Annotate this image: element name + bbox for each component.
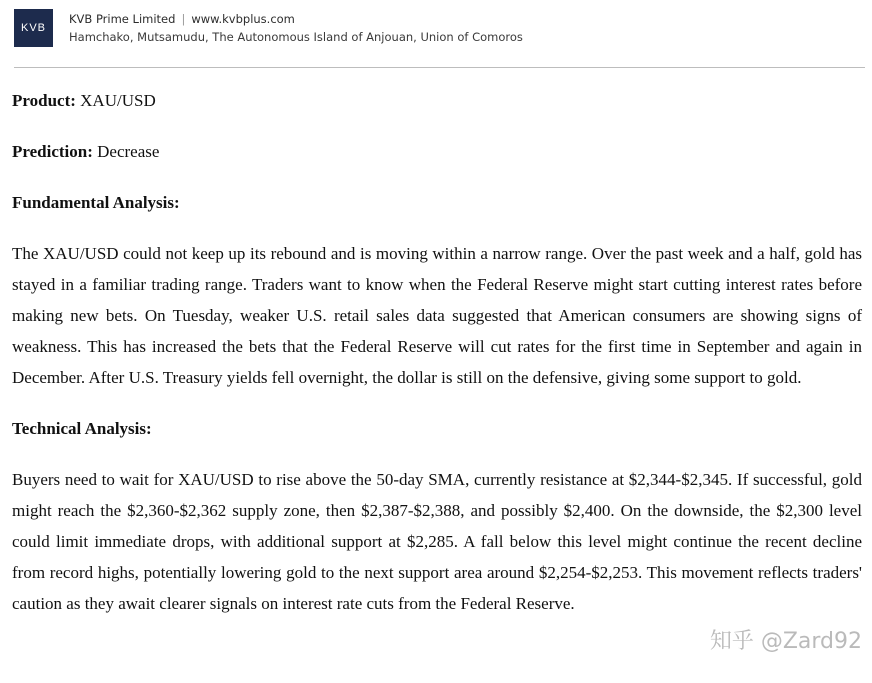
technical-heading (12, 413, 862, 444)
prediction-line (12, 136, 862, 167)
technical-heading-text: Technical Analysis: (12, 419, 152, 438)
product-value: XAU/USD (80, 91, 156, 110)
logo-text: KVB (20, 22, 46, 34)
product-label: Product: (12, 91, 76, 110)
fundamental-heading-text: Fundamental Analysis: (12, 193, 180, 212)
report-body (12, 85, 862, 619)
company-name: KVB Prime Limited (69, 12, 176, 26)
kvb-logo (14, 9, 53, 47)
fundamental-heading (12, 187, 862, 218)
company-line (69, 12, 295, 26)
website-link[interactable]: www.kvbplus.com (191, 12, 295, 26)
header-separator: | (181, 12, 186, 26)
header-divider (14, 67, 865, 68)
document-header (14, 9, 865, 67)
fundamental-paragraph: The XAU/USD could not keep up its rebound and is moving within a narrow range. Over the past week and a half, gold has stayed in a familiar trading range. Traders want to know when the Federal Reserve might start cutting interest rates before making new bets. On Tuesday, weaker U.S. retail sales data suggested that American consumers are showing signs of weakness. This has increased the bets that the Federal Reserve will cut rates for the first time in September and again in December. After U.S. Treasury yields fell overnight, the dollar is still on the defensive, giving some support to gold. (12, 244, 862, 387)
company-address: Hamchako, Mutsamudu, The Autonomous Island of Anjouan, Union of Comoros (69, 30, 523, 44)
technical-paragraph: Buyers need to wait for XAU/USD to rise above the 50-day SMA, currently resistance at $2,344-$2,345. If successful, gold might reach the $2,360-$2,362 supply zone, then $2,387-$2,388, and possibly $2,400. On the downside, the $2,300 level could limit immediate drops, with additional support at $2,285. A fall below this level might continue the recent decline from record highs, potentially lowering gold to the next support area around $2,254-$2,253. This movement reflects traders' caution as they await clearer signals on interest rate cuts from the Federal Reserve. (12, 470, 862, 613)
prediction-label: Prediction: (12, 142, 93, 161)
watermark: 知乎 @Zard92 (709, 629, 862, 654)
product-line (12, 85, 862, 116)
prediction-value: Decrease (97, 142, 160, 161)
